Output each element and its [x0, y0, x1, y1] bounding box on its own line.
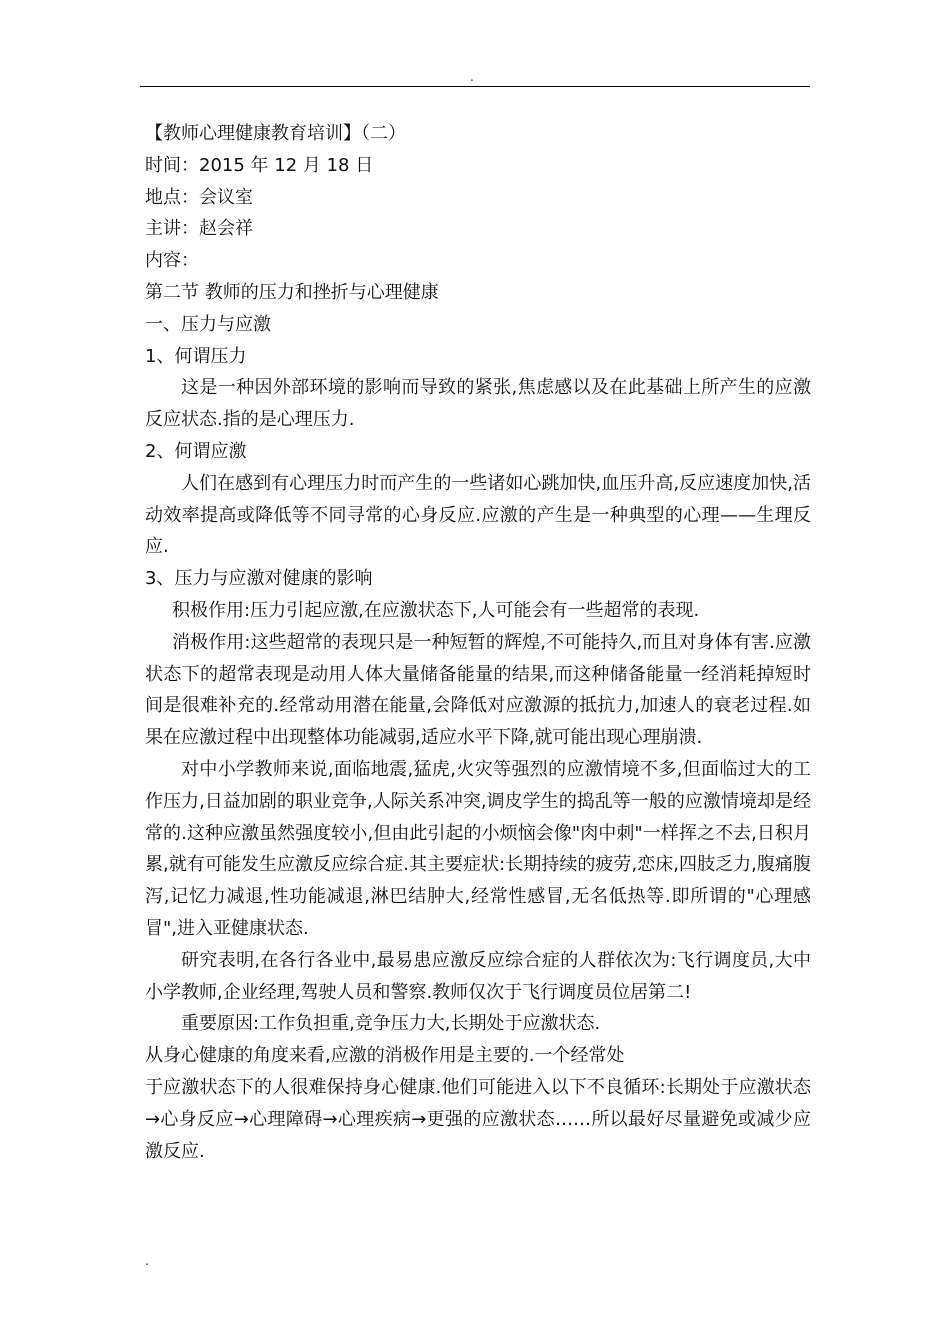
paragraph-positive-effect: 积极作用:压力引起应激,在应激状态下,人可能会有一些超常的表现.: [172, 599, 700, 621]
heading-1: 一、压力与应激: [145, 313, 271, 335]
subheading-1: 1、何谓压力: [145, 345, 247, 367]
paragraph-health-view: 从身心健康的角度来看,应激的消极作用是主要的.一个经常处: [145, 1045, 625, 1067]
paragraph-reasons: 重要原因:工作负担重,竞争压力大,长期处于应激状态.: [181, 1013, 601, 1035]
document-title: 【教师心理健康教育培训】（二）: [145, 123, 406, 144]
section-heading: 第二节 教师的压力和挫折与心理健康: [145, 281, 439, 303]
paragraph-pressure-definition: 这是一种因外部环境的影响而导致的紧张,焦虑感以及在此基础上所产生的应激反应状态.指的是心理压力.: [145, 377, 811, 431]
paragraph-cycle: 于应激状态下的人很难保持身心健康.他们可能进入以下不良循环:长期处于应激状态→心身反应→心理障碍→心理疾病→更强的应激状态……所以最好尽量避免或减少应激反应.: [145, 1076, 811, 1162]
meta-time: 时间：2015 年 12 月 18 日: [145, 154, 374, 176]
subheading-3: 3、压力与应激对健康的影响: [145, 568, 373, 590]
header-rule: [140, 86, 810, 87]
header-mark: .: [470, 70, 474, 84]
content-label: 内容：: [145, 250, 199, 272]
paragraph-research: 研究表明,在各行各业中,最易患应激反应综合症的人群依次为:飞行调度员,大中小学教师,企业经理,驾驶人员和警察.教师仅次于飞行调度员位居第二!: [145, 949, 811, 1003]
paragraph-teachers: 对中小学教师来说,面临地震,猛虎,火灾等强烈的应激情境不多,但面临过大的工作压力,日益加剧的职业竞争,人际关系冲突,调皮学生的捣乱等一般的应激情境却是经常的.这种应激虽然强度较小,但由此引起的小烦恼会像"肉中刺"一样挥之不去,日积月累,就有可能发生应激反应综合症.其主要症状:长期持续的疲劳,恋床,四肢乏力,腹痛腹泻,记忆力减退,性功能减退,淋巴结肿大,经常性感冒,无名低热等.即所谓的"心理感冒",进入亚健康状态.: [145, 758, 811, 939]
meta-speaker: 主讲：赵会祥: [145, 218, 253, 240]
subheading-2: 2、何谓应激: [145, 440, 247, 462]
paragraph-stress-definition: 人们在感到有心理压力时而产生的一些诸如心跳加快,血压升高,反应速度加快,活动效率提高或降低等不同寻常的心身反应.应激的产生是一种典型的心理——生理反应.: [145, 472, 811, 558]
meta-place: 地点：会议室: [145, 186, 253, 208]
paragraph-negative-effect: 消极作用:这些超常的表现只是一种短暂的辉煌,不可能持久,而且对身体有害.应激状态下的超常表现是动用人体大量储备能量的结果,而这种储备能量一经消耗掉短时间是很难补充的.经常动用潜在能量,会降低对应激源的抵抗力,加速人的衰老过程.如果在应激过程中出现整体功能减弱,适应水平下降,就可能出现心理崩溃.: [145, 631, 811, 749]
document-body: [145, 118, 811, 1167]
footer-mark: .: [145, 1254, 149, 1268]
